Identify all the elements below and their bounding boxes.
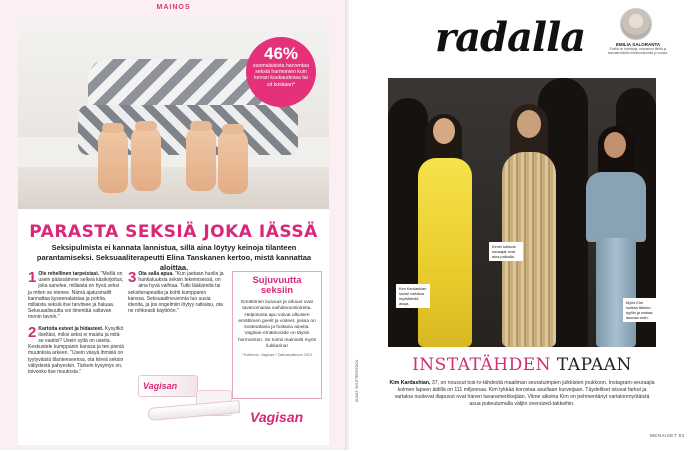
photo-bedsheet [18,167,329,209]
photo-caption: Kimin tuttavat kuvaajat ovat aina paikalla. [489,242,523,261]
product-tube [148,400,241,421]
tip-item [28,271,124,321]
tip-item [28,323,124,376]
ad-photo [18,17,329,209]
stat-badge [246,37,316,107]
tip-item [128,271,224,314]
photo-foot [98,127,128,193]
ad-column-1 [28,271,124,380]
author-avatar [620,8,652,40]
photo-caption: Kim Kardashian suosii vartaloa myötäileviä asuja. [396,284,430,308]
ad-lead [34,243,314,273]
tip-number: 2 [28,323,37,341]
left-page [0,0,347,450]
right-page [349,0,696,450]
article-lead: Kim Kardashian, [389,380,431,386]
brand-logo: Vagisan [250,409,304,425]
photo-caption: Myös Kim luottaa tähden tyyliin ja nostaa asunsa esiin. [623,298,656,322]
author-name: EMILIA SALORANTA [615,42,661,47]
photo-credit: KUVAT: SHUTTERSTOCK [355,359,359,402]
ad-lead-2: Seksuaaliterapeutti Elina Tanskanen kertoo, mistä kannattaa aloittaa. [95,253,312,272]
photo-person-gold-dress [496,108,562,347]
headline-part-1: INSTATÄHDEN [412,355,551,375]
author-description: Emilia on toimittaja, seurannut tähtiä ja kansainvälistä viihdeuutisointia jo vuosia. [608,47,668,56]
info-box [232,271,322,399]
info-box-body: Emättimen kuivuus ja arkuus ovat tavanomaisia vaihdevuosioireita. Helpotusta apu voivat ulkoisen emättimen geelit ja voiteet, joissa on kosteuttavia ja hoitavia aineita. Vagisan-emätinvoide on täysin hormoniton. Se toimii mainiosti myös liukkarina! [237,300,317,350]
tip-number: 3 [128,269,137,286]
product-label: Vagisan [143,381,178,391]
tip-text: "Kun jaetaan huolia ja hankaluuksia seksin tekemisessä, on aina hyvä vaihtaa. Tutki lääkäreitä tai seksiterapeuttia ja kohti kumppanin kanssa. Seksuaalineuvonta tuo uusia ideoita, ja jos ongelmiin löytyy ratkaisu, ota ne rohkeasti käyttöön." [128,271,224,315]
section-title: radalla [435,14,586,61]
ad-lead-1: Seksipulmista ei kannata lannistua, sillä aina löytyy keinoja tilanteen parantamiseksi. [36,243,297,262]
photo-foot [131,125,161,191]
celebrity-photo [388,78,656,347]
tip-heading: Ole rehellinen tarpeistasi. [38,271,100,277]
author-byline [608,42,668,55]
article-headline [389,355,655,375]
article-body [389,380,655,408]
stat-percent: 46% [263,44,299,63]
tip-heading: Kartoita esteet ja hidasteet. [38,325,104,332]
ad-label: MAINOS [156,4,191,11]
tip-heading: Ota salla apua. [138,271,174,277]
tip-text: Kysyitkö itseltäsi, miksi seksi ei maistu ja mitä se vaatisi? Usein syitä on useita. Keskustele kumppanin kanssa ja tee pieniä muutoksia arkeen. "Usein väsyä ihmisiä on tyytyväisiä tilanteeseensa, ota kiireä seksin väliydestä pahyeskin. Tärkein kysymys on, toivooko itse muutosta." [28,325,124,376]
photo-foot [186,125,216,191]
ad-column-2 [128,271,224,319]
ad-title: PARASTA SEKSIÄ JOKA IÄSSÄ [29,222,318,242]
tip-text: "Meillä on usein päässämme selkeä käsikirjoitus, joka sanelee, millaista on hyvä seksi ja miten se etenee. Nämä ajatusmallit kannattaa kyseenalaistaa ja pohtia, millaista seksiä itse tarvitsee ja haluaa. Seksuaalisuutta voi ilmentää valtavan monin tavoin." [28,271,124,321]
advertisement [18,17,329,445]
info-box-title: Sujuvuutta seksiin [252,275,302,296]
product-box [138,375,198,397]
article-text: 37, on noussut tosi-tv-tähdestä maailman seuratuimpien julkkisten joukkoon. Instagram-seuraajia kolmen lapsen äidillä on 111 miljoonaa. Kim tykkää korostaa asuillaan kurveijaan. Täydelliset istuvat farkut ja vartaloa nuolevat iltapuvut ovat hänen tavaramerkkejään. Viime aikoina Kim on pehmentänyt vartalonmyötäistä asua pukeutumalla väljiin oversized-takkeihin. [394,380,655,407]
photo-foot [218,128,248,194]
tip-number: 1 [28,269,37,286]
headline-part-2: TAPAAN [556,355,632,375]
photo-person-yellow-dress [410,118,480,347]
info-box-note: *Tutkimus: Vagisan / Taloustutkimus 2023 [241,353,313,358]
page-footer: MENAISET 93 [650,433,685,438]
stat-text: suomalaisista harventaa seksiä harmonien kuin kerran kuukaudessa tai sit koskaan* [253,63,309,88]
